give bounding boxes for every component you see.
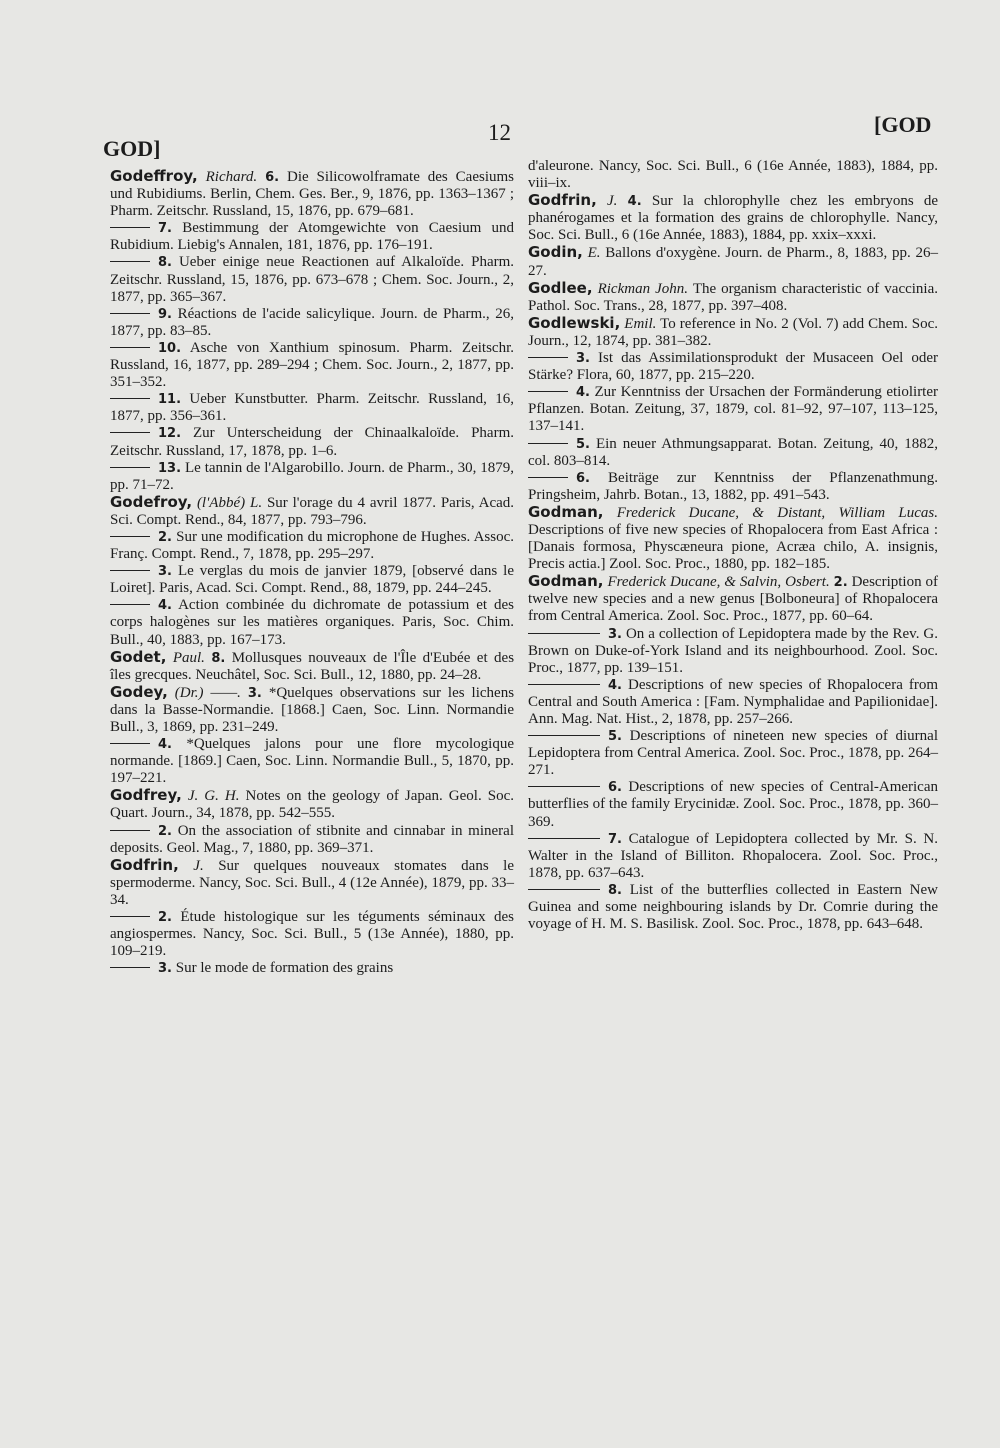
bibliography-entry (528, 436, 938, 470)
bibliography-entry (110, 529, 514, 563)
entry-number: 2. (158, 529, 172, 545)
bibliography-entry (528, 350, 938, 384)
entry-number: 3. (158, 961, 172, 977)
running-head-left: GOD] (103, 136, 161, 161)
bibliography-entry (110, 736, 514, 787)
author-name: Godfrin, (110, 855, 179, 874)
entry-text: To reference in No. 2 (Vol. 7) add Chem. Soc. Journ., 12, 1874, pp. 381–382. (528, 315, 939, 349)
entry-number: 4. (158, 737, 172, 753)
entry-text: Ueber Kunstbutter. Pharm. Zeitschr. Russland, 16, 1877, pp. 356–361. (110, 391, 514, 425)
bibliography-entry (110, 823, 514, 857)
entry-number: 11. (158, 392, 182, 408)
bibliography-entry (110, 857, 514, 909)
entry-text: Ballons d'oxygène. Journ. de Pharm., 8, 1883, pp. 26–27. (528, 245, 939, 279)
author-name: Godlee, (528, 278, 593, 297)
entry-number: 4. (608, 677, 622, 693)
page-number: 12 (488, 120, 511, 145)
entry-number: 6. (576, 470, 590, 486)
entry-text: Sur quelques nouveaux stomates dans le spermoderme. Nancy, Soc. Sci. Bull., 4 (12e Année), 1879, pp. 33–34. (110, 857, 514, 908)
ditto-rule (528, 391, 568, 392)
bibliography-entry (110, 909, 514, 960)
entry-number: 2. (158, 823, 172, 839)
ditto-rule (110, 467, 150, 468)
bibliography-entry (528, 192, 938, 244)
entry-number: 12. (158, 426, 182, 442)
author-given-name: Frederick Ducane, & Salvin, Osbert. (607, 574, 830, 591)
author-name: Godet, (110, 647, 167, 666)
author-given-name: Emil. (624, 315, 657, 332)
bibliography-entry (110, 960, 514, 977)
entry-text: Bestimmung der Atomgewichte von Caesium und Rubidium. Liebig's Annalen, 181, 1876, pp. 176–191. (110, 220, 514, 254)
bibliography-entry (110, 168, 514, 220)
ditto-rule (110, 313, 150, 314)
bibliography-entry (110, 340, 514, 391)
ditto-rule (528, 684, 600, 685)
entry-number: 5. (608, 729, 622, 745)
bibliography-entry (528, 470, 938, 504)
entry-text: On the association of stibnite and cinnabar in mineral deposits. Geol. Mag., 7, 1880, pp. 369–371. (110, 822, 514, 856)
ditto-rule (528, 633, 600, 634)
bibliography-entry (110, 425, 514, 459)
bibliography-entry (110, 684, 514, 736)
ditto-rule (110, 743, 150, 744)
entry-text: Beiträge zur Kenntniss der Pflanzenathmung. Pringsheim, Jahrb. Botan., 13, 1882, pp. 491–543. (528, 469, 939, 503)
author-given-name: J. (193, 857, 204, 874)
entry-number: 6. (608, 780, 622, 796)
entry-number: 10. (158, 340, 182, 356)
entry-text: The organism characteristic of vaccinia. Pathol. Soc. Trans., 28, 1877, pp. 397–408. (528, 280, 939, 314)
author-name: Godman, (528, 502, 604, 521)
entry-text: Réactions de l'acide salicylique. Journ. de Pharm., 26, 1877, pp. 83–85. (110, 305, 515, 339)
entry-text: Le verglas du mois de janvier 1879, [observé dans le Loiret]. Paris, Acad. Sci. Compt. Rend., 88, 1879, pp. 244–245. (110, 563, 514, 597)
bibliography-entry (110, 649, 514, 684)
entry-number: 7. (608, 831, 622, 847)
entry-text: Sur le mode de formation des grains (175, 960, 394, 977)
author-given-name: Frederick Ducane, & Distant, William Lucas. (616, 504, 938, 521)
author-given-name: J. (607, 193, 618, 210)
author-given-name: E. (587, 245, 601, 262)
bibliography-entry (110, 597, 514, 648)
bibliography-entry (528, 677, 938, 728)
bibliography-entry (110, 563, 514, 597)
entry-number: 6. (265, 170, 280, 185)
entry-text: Sur une modification du microphone de Hughes. Assoc. Franç. Compt. Rend., 7, 1878, pp. 295–297. (110, 528, 514, 563)
entry-number: 8. (158, 255, 172, 271)
entry-number: 4. (576, 385, 590, 401)
bibliography-entry (528, 504, 938, 573)
bibliography-entry (528, 280, 938, 315)
entry-number: 9. (158, 306, 172, 322)
ditto-rule (528, 477, 568, 478)
ditto-rule (110, 830, 150, 831)
bibliography-entry (110, 494, 514, 529)
ditto-rule (528, 786, 600, 787)
entry-text: d'aleurone. Nancy, Soc. Sci. Bull., 6 (16e Année, 1883), 1884, pp. viii–ix. (528, 158, 938, 192)
author-given-name: J. G. H. (187, 788, 240, 805)
entry-text: Catalogue of Lepidoptera collected by Mr. S. N. Walter in the Island of Billiton. Rhopalocera. Zool. Soc. Proc., 1878, pp. 637–643. (528, 830, 939, 881)
author-given-name: Richard. (205, 169, 258, 185)
entry-text: Mollusques nouveaux de l'Île d'Eubée et des îles grecques. Neuchâtel, Soc. Sci. Bull., 12, 1880, pp. 24–28. (110, 649, 515, 683)
bibliography-entry (528, 315, 938, 350)
entry-text: *Quelques observations sur les lichens dans la Basse-Normandie. [1868.] Caen, Soc. Linn. Normandie Bull., 3, 1869, pp. 231–249. (110, 684, 515, 735)
entry-number: 3. (158, 564, 172, 580)
bibliography-entry (528, 728, 938, 779)
right-column (528, 158, 938, 933)
author-given-name: Paul. (172, 649, 205, 666)
entry-text: Descriptions of five new species of Rhopalocera from East Africa : [Danais formosa, Physcæneura pione, Acræa chilo, A. insignis, Precis actia.] Zool. Soc. Proc., 1880, pp. 182–185. (528, 521, 938, 573)
entry-number: 2. (833, 575, 848, 591)
bibliography-entry (110, 306, 514, 340)
entry-text: Descriptions of new species of Central-American butterflies of the family Erycinidæ. Zool. Soc. Proc., 1878, pp. 360–369. (528, 779, 938, 830)
ditto-rule (110, 967, 150, 968)
entry-number: 8. (608, 882, 622, 898)
bibliography-entry (528, 158, 938, 192)
entry-text: Description of twelve new species and a new genus [Bolboneura] of Rhopalocera from Central America. Zool. Soc. Proc., 1877, pp. 60–64. (528, 574, 939, 625)
entry-text: Ist das Assimilationsprodukt der Musaceen Oel oder Stärke? Flora, 60, 1877, pp. 215–220. (528, 350, 939, 384)
ditto-rule (528, 357, 568, 358)
ditto-rule (528, 443, 568, 444)
bibliography-entry (528, 244, 938, 279)
entry-text: Zur Unterscheidung der Chinaalkaloïde. Pharm. Zeitschr. Russland, 17, 1878, pp. 1–6. (110, 425, 514, 459)
entry-number: 4. (627, 194, 642, 210)
entry-text: Notes on the geology of Japan. Geol. Soc. Quart. Journ., 34, 1878, pp. 542–555. (110, 788, 515, 822)
bibliography-entry (110, 391, 514, 425)
ditto-rule (528, 735, 600, 736)
entry-text: List of the butterflies collected in Eastern New Guinea and some neighbouring islands by Dr. Comrie during the voyage of H. M. S. Basilisk. Zool. Soc. Proc., 1878, pp. 643–648. (528, 881, 938, 933)
author-name: Godman, (528, 572, 604, 591)
entry-number: 5. (576, 436, 590, 452)
entry-number: 3. (247, 685, 262, 701)
bibliography-entry (110, 254, 514, 305)
entry-text: Étude histologique sur les téguments séminaux des angiospermes. Nancy, Soc. Sci. Bull., 5 (13e Année), 1880, pp. 109–219. (110, 909, 514, 960)
bibliography-entry (528, 831, 938, 882)
ditto-rule (528, 889, 600, 890)
author-name: Godey, (110, 682, 168, 701)
bibliography-entry (528, 779, 938, 830)
entry-text: Sur l'orage du 4 avril 1877. Paris, Acad. Sci. Compt. Rend., 84, 1877, pp. 793–796. (110, 494, 515, 528)
bibliography-entry (528, 626, 938, 677)
entry-number: 8. (211, 650, 226, 666)
entry-text: Zur Kenntniss der Ursachen der Formänderung etiolirter Pflanzen. Botan. Zeitung, 37, 1879, col. 81–92, 97–107, 113–125, 137–141. (528, 384, 939, 435)
ditto-rule (110, 261, 150, 262)
entry-text: Descriptions of nineteen new species of diurnal Lepidoptera from Central America. Zool. Soc. Proc., 1878, pp. 264–271. (528, 728, 938, 779)
author-name: Godefroy, (110, 492, 193, 511)
ditto-rule (110, 570, 150, 571)
entry-text: Sur la chlorophylle chez les embryons de phanérogames et la formation des grains de chlorophylle. Nancy, Soc. Sci. Bull., 6 (16e Année, 1883), 1884, pp. xxix–xxxi. (528, 193, 939, 244)
author-name: Godin, (528, 243, 583, 262)
bibliography-entry (528, 384, 938, 435)
bibliography-entry (110, 220, 514, 254)
entry-text: Ein neuer Athmungsapparat. Botan. Zeitung, 40, 1882, col. 803–814. (528, 435, 938, 469)
author-given-name: (l'Abbé) L. (196, 494, 263, 511)
ditto-rule (110, 604, 150, 605)
ditto-rule (110, 432, 150, 433)
bibliography-entry (528, 573, 938, 625)
entry-number: 7. (158, 221, 172, 237)
entry-text: Die Silicowolframate des Caesiums und Rubidiums. Berlin, Chem. Ges. Ber., 9, 1876, pp. 1363–1367 ; Pharm. Zeitschr. Russland, 15, 1876, pp. 679–681. (110, 169, 515, 220)
entry-number: 13. (158, 460, 182, 476)
entry-text: Asche von Xanthium spinosum. Pharm. Zeitschr. Russland, 16, 1877, pp. 289–294 ; Chem. Soc. Journ., 2, 1877, pp. 351–352. (110, 339, 514, 391)
author-given-name: Rickman John. (597, 280, 689, 297)
ditto-rule (110, 536, 150, 537)
bibliography-entry (110, 787, 514, 822)
entry-text: Descriptions of new species of Rhopalocera from Central and South America : [Fam. Nymphalidae and Papilionidae]. Ann. Mag. Nat. Hist., 2, 1878, pp. 257–266. (528, 676, 939, 727)
left-column (110, 168, 514, 977)
author-given-name: (Dr.) ——. (174, 684, 241, 701)
entry-text: Le tannin de l'Algarobillo. Journ. de Pharm., 30, 1879, pp. 71–72. (110, 459, 515, 493)
ditto-rule (110, 227, 150, 228)
author-name: Godfrin, (528, 191, 597, 210)
entry-text: On a collection of Lepidoptera made by the Rev. G. Brown on Duke-of-York Island and its neighbourhood. Zool. Soc. Proc., 1877, pp. 139–151. (528, 625, 938, 676)
author-name: Godlewski, (528, 313, 621, 332)
entry-number: 3. (608, 626, 622, 642)
ditto-rule (528, 838, 600, 839)
ditto-rule (110, 916, 150, 917)
ditto-rule (110, 347, 150, 348)
entry-number: 2. (158, 910, 172, 926)
ditto-rule (110, 398, 150, 399)
entry-text: Ueber einige neue Reactionen auf Alkaloïde. Pharm. Zeitschr. Russland, 15, 1876, pp. 673–678 ; Chem. Soc. Journ., 2, 1877, pp. 365–367. (110, 254, 515, 305)
entry-number: 3. (576, 351, 590, 367)
running-head-right: [GOD (874, 112, 932, 137)
entry-text: Action combinée du dichromate de potassium et des corps halogènes sur les matières organiques. Paris, Soc. Chim. Bull., 40, 1883, pp. 167–173. (110, 597, 514, 648)
entry-number: 4. (158, 598, 172, 614)
bibliography-entry (110, 460, 514, 494)
bibliography-entry (528, 882, 938, 933)
entry-text: *Quelques jalons pour une flore mycologique normande. [1869.] Caen, Soc. Linn. Normandie Bull., 5, 1870, pp. 197–221. (110, 736, 514, 787)
author-name: Godeffroy, (110, 167, 198, 185)
author-name: Godfrey, (110, 786, 182, 805)
